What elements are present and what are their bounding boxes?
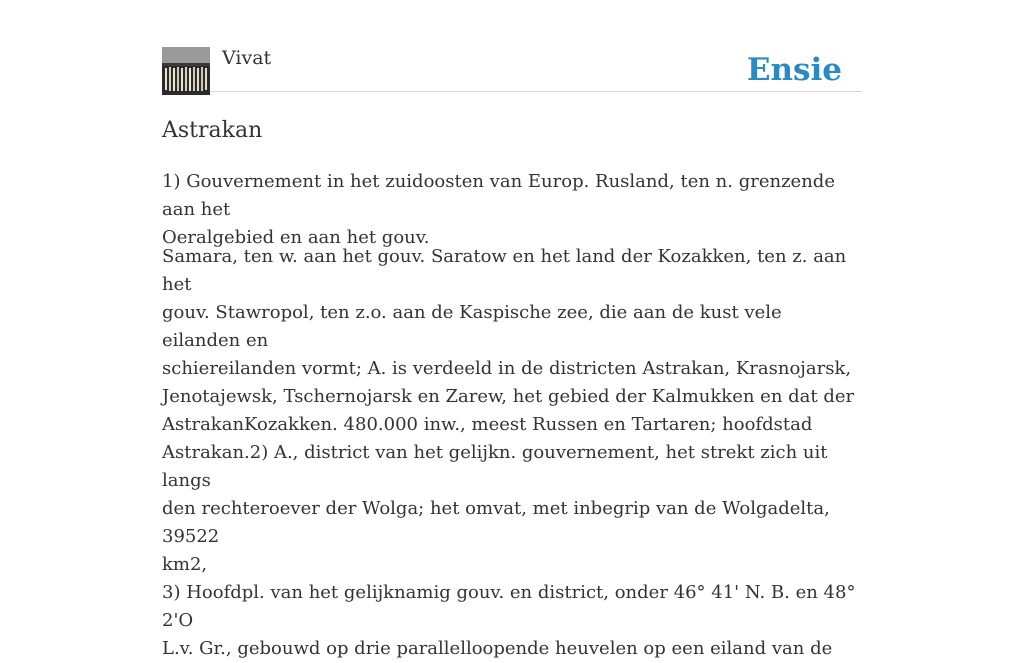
author-avatar[interactable] bbox=[162, 47, 210, 95]
entry-paragraph-1: 1) Gouvernement in het zuidoosten van Europ. Rusland, ten n. grenzende aan het Oeralgebied en aan het gouv. bbox=[162, 171, 835, 248]
header bbox=[162, 46, 862, 92]
brand-logo[interactable]: Ensie bbox=[746, 52, 842, 88]
author-name[interactable]: Vivat bbox=[222, 47, 272, 69]
entry-title: Astrakan bbox=[162, 118, 263, 143]
book-spines-icon bbox=[162, 47, 210, 95]
entry-paragraph-2: Samara, ten w. aan het gouv. Saratow en het land der Kozakken, ten z. aan het gouv. Stawropol, ten z.o. aan de Kaspische zee, die aan de kust vele eilanden en schiereilanden vormt; A. is verdeeld in de districten Astrakan, Krasnojarsk, Jenotajewsk, Tschernojarsk en Zarew, het gebied der Kalmukken en dat der AstrakanKozakken. 480.000 inw., meest Russen en Tartaren; hoofdstad Astrakan.2) A., district van het gelijkn. gouvernement, het strekt zich uit langs den rechteroever der Wolga; het omvat, met inbegrip van de Wolgadelta, 39522 km2, 3) Hoofdpl. van het gelijknamig gouv. en district, onder 46° 41' N. B. en 48° 2'O L.v. Gr., gebouwd op drie parallelloopende heuvelen op een eiland van de bbox=[162, 246, 856, 659]
